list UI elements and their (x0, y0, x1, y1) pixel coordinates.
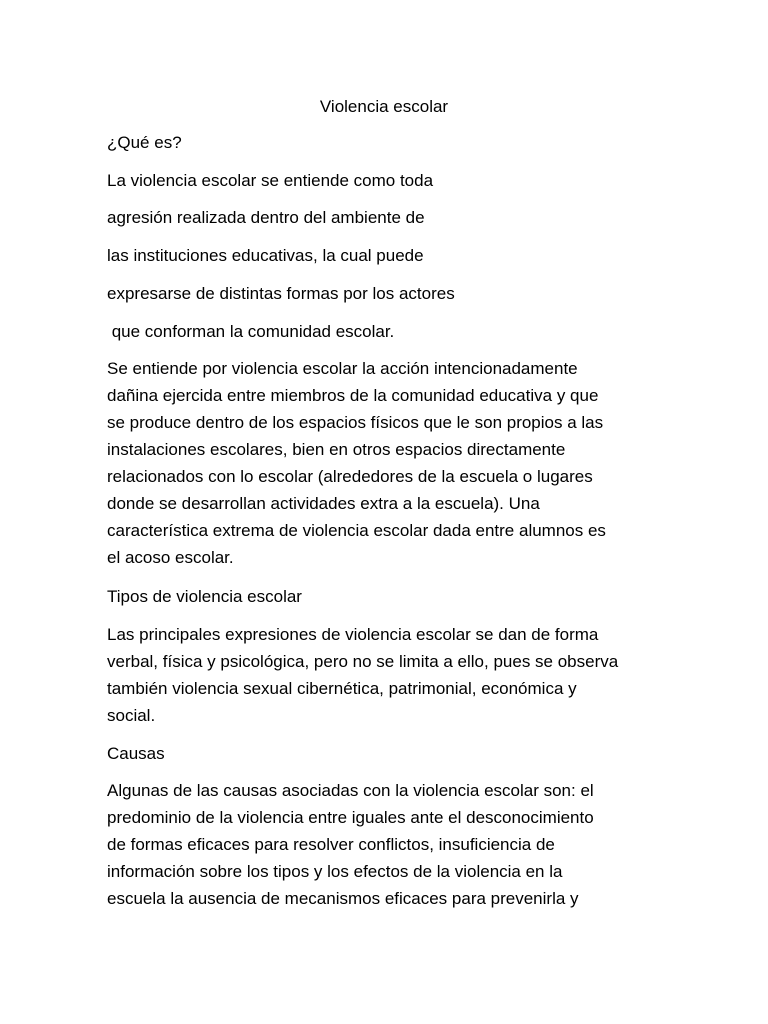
paragraph-line: dañina ejercida entre miembros de la comunidad educativa y que (107, 386, 599, 405)
paragraph-line: las instituciones educativas, la cual puede (107, 246, 424, 265)
causas-heading: Causas (107, 744, 165, 763)
paragraph-line: social. (107, 706, 156, 725)
paragraph-line: característica extrema de violencia escolar dada entre alumnos es (107, 521, 606, 540)
paragraph-line: Se entiende por violencia escolar la acción intencionadamente (107, 359, 578, 378)
que-es-heading: ¿Qué es? (107, 133, 182, 152)
paragraph-line: Algunas de las causas asociadas con la violencia escolar son: el (107, 781, 594, 800)
paragraph-line: La violencia escolar se entiende como toda (107, 171, 434, 190)
paragraph-line: el acoso escolar. (107, 548, 234, 567)
paragraph-line: relacionados con lo escolar (alrededores de la escuela o lugares (107, 467, 593, 486)
document-title: Violencia escolar (319, 97, 449, 116)
paragraph-3 (107, 621, 667, 729)
paragraph-line: información sobre los tipos y los efectos de la violencia en la (107, 862, 563, 881)
paragraph-line: se produce dentro de los espacios físicos que le son propios a las (107, 413, 604, 432)
paragraph-line: instalaciones escolares, bien en otros espacios directamente (107, 440, 566, 459)
paragraph-line: escuela la ausencia de mecanismos eficaces para prevenirla y (107, 889, 579, 908)
paragraph-line: de formas eficaces para resolver conflictos, insuficiencia de (107, 835, 555, 854)
paragraph-4 (107, 777, 667, 912)
paragraph-line: predominio de la violencia entre iguales ante el desconocimiento (107, 808, 594, 827)
tipos-heading: Tipos de violencia escolar (107, 587, 302, 606)
paragraph-line: expresarse de distintas formas por los actores (107, 284, 455, 303)
paragraph-2 (107, 355, 667, 571)
paragraph-line: agresión realizada dentro del ambiente de (107, 208, 425, 227)
paragraph-line: Las principales expresiones de violencia escolar se dan de forma (107, 625, 599, 644)
paragraph-line: que conforman la comunidad escolar. (107, 322, 395, 341)
paragraph-line: también violencia sexual cibernética, patrimonial, económica y (107, 679, 577, 698)
paragraph-line: verbal, física y psicológica, pero no se limita a ello, pues se observa (107, 652, 619, 671)
paragraph-line: donde se desarrollan actividades extra a la escuela). Una (107, 494, 540, 513)
